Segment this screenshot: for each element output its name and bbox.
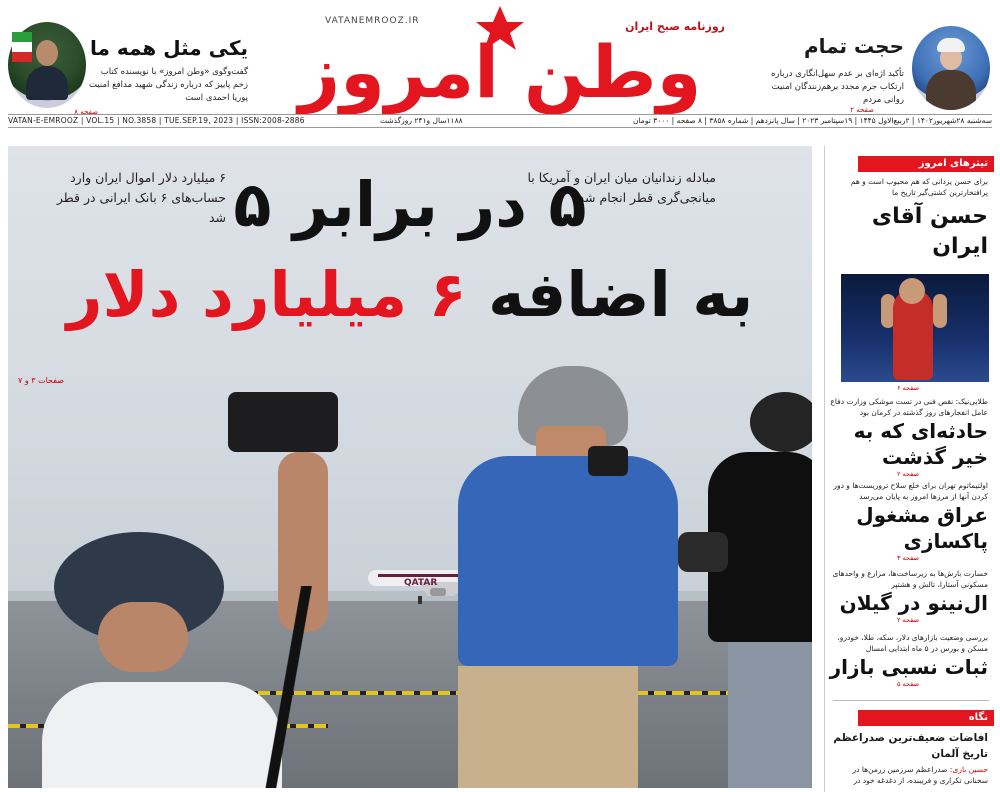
wrestler-photo xyxy=(841,274,989,382)
headlines-sidebar xyxy=(824,146,994,792)
story-lead: برای حسن یزدانی که هم محبوب است و هم پرافتخارترین کشتی‌گیر تاریخ ما xyxy=(850,177,988,197)
story-page-ref: صفحه ۲ xyxy=(896,616,920,624)
story-lead: طلایی‌نیک: نقص فنی در تست موشکی وزارت دفاع عامل انفجارهای روز گذشته در کرمان بود xyxy=(830,397,988,417)
sidebar-section-title: تیترهای امروز xyxy=(858,156,994,172)
story-title: ثبات نسبی بازار xyxy=(829,655,988,679)
sidebar-glance-title: نگاه xyxy=(858,710,994,726)
story-lead: بررسی وضعیت بازارهای دلار، سکه، طلا، خودرو، مسکن و بورس در ۵ ماه ابتدایی امسال xyxy=(837,633,988,653)
issue-info-counter: ۱۱۸۸سال و۲۴۱ روزگذشت xyxy=(380,116,463,125)
sidebar-story-3[interactable] xyxy=(828,480,988,562)
story-page-ref: صفحه ۶ xyxy=(896,384,920,392)
story-title: ال‌نینو در گیلان xyxy=(839,591,988,615)
sidebar-story-1-ref xyxy=(828,384,988,392)
left-promo[interactable] xyxy=(8,22,248,114)
story-lead: خسارت بارش‌ها به زیرساخت‌ها، مزارع و واحدهای مسکونی آستارا، تالش و هشتپر xyxy=(832,569,988,589)
headline-line-2-black: به اضافه xyxy=(488,258,754,331)
glance-body xyxy=(828,764,988,786)
headline-note-left: ۶ میلیارد دلار اموال ایران وارد حساب‌های ۶ بانک ایرانی در قطر شد xyxy=(56,170,226,225)
masthead xyxy=(0,0,1000,118)
sidebar-story-1[interactable] xyxy=(828,176,988,262)
flag-icon xyxy=(12,32,32,62)
camera-tripod xyxy=(258,586,318,788)
tagline: روزنامه صبح ایران xyxy=(625,20,725,33)
headline-note-right: مبادله زندانیان میان ایران و آمریکا با میانجی‌گری قطر انجام شد xyxy=(527,170,716,205)
lead-pages-ref: صفحات ۳ و ۷ xyxy=(18,376,65,385)
right-promo-page-ref: صفحه ۲ xyxy=(850,106,874,114)
story-title: عراق مشغول پاکسازی xyxy=(856,503,988,553)
right-promo-title: حجت تمام xyxy=(803,34,904,58)
headline-line-1: ۵ در برابر ۵ xyxy=(233,168,587,241)
site-url: VATANEMROOZ.IR xyxy=(325,16,420,26)
glance-author: حسین باری: xyxy=(949,765,988,774)
logo-text: وطن امروز xyxy=(298,30,702,114)
left-promo-page-ref: صفحه ۸ xyxy=(74,108,98,116)
issue-info-strip xyxy=(8,114,992,128)
promo-portrait-left xyxy=(8,22,86,108)
left-promo-title: یکی مثل همه ما xyxy=(90,36,248,60)
headline-line-2 xyxy=(8,258,812,331)
glance-text: صدراعظم سرزمین زرمن‌ها در سخنانی تکراری و فریبنده، از دغدغه خود در xyxy=(852,765,988,785)
headline-line-2-red: ۶ میلیارد دلار xyxy=(66,258,467,331)
right-promo[interactable] xyxy=(752,22,994,114)
left-promo-text: گفت‌وگوی «وطن امروز» با نویسنده کتاب زخم پاییز که درباره زندگی شهید مدافع امنیت پوریا احمدی است xyxy=(89,67,248,103)
plane-livery: QATAR xyxy=(404,578,438,588)
issue-info-persian: سه‌شنبه ۲۸شهریور۱۴۰۲ | ۲ربیع‌الاول ۱۴۴۵ | ۱۹سپتامبر ۲۰۲۳ | سال پانزدهم | شماره ۳۸۵۸ | ۸ صفحه | ۳۰۰۰ تومان xyxy=(633,116,992,125)
story-title: حادثه‌ای که به خیر گذشت xyxy=(853,419,988,469)
sidebar-divider xyxy=(833,700,989,701)
glance-story[interactable] xyxy=(828,730,988,786)
promo-portrait-right xyxy=(912,26,990,110)
story-lead: اولتیماتوم تهران برای خلع سلاح تروریست‌ها و دور کردن آنها از مرزها امروز به پایان می‌رسد xyxy=(833,481,988,501)
sidebar-story-4[interactable] xyxy=(828,568,988,624)
sidebar-story-2[interactable] xyxy=(828,396,988,478)
story-page-ref: صفحه ۵ xyxy=(896,680,920,688)
story-page-ref: صفحه ۳ xyxy=(896,554,920,562)
right-promo-text: تأکید اژه‌ای بر عدم سهل‌انگاری درباره ارتکاب جرم مجدد برهم‌زنندگان امنیت روانی مردم xyxy=(771,69,904,105)
issue-info-latin: VATAN-E-EMROOZ | VOL.15 | NO.3858 | TUE.SEP.19, 2023 | ISSN:2008-2886 xyxy=(8,116,305,125)
sidebar-story-5[interactable] xyxy=(828,632,988,688)
story-title: حسن آقای ایران xyxy=(871,204,988,259)
lead-story[interactable] xyxy=(8,146,812,788)
glance-title: افاضات ضعیف‌ترین صدراعظم تاریخ آلمان xyxy=(833,732,988,760)
story-page-ref: صفحه ۲ xyxy=(896,470,920,478)
newspaper-logo[interactable] xyxy=(255,6,745,112)
headline-block[interactable] xyxy=(8,146,812,526)
